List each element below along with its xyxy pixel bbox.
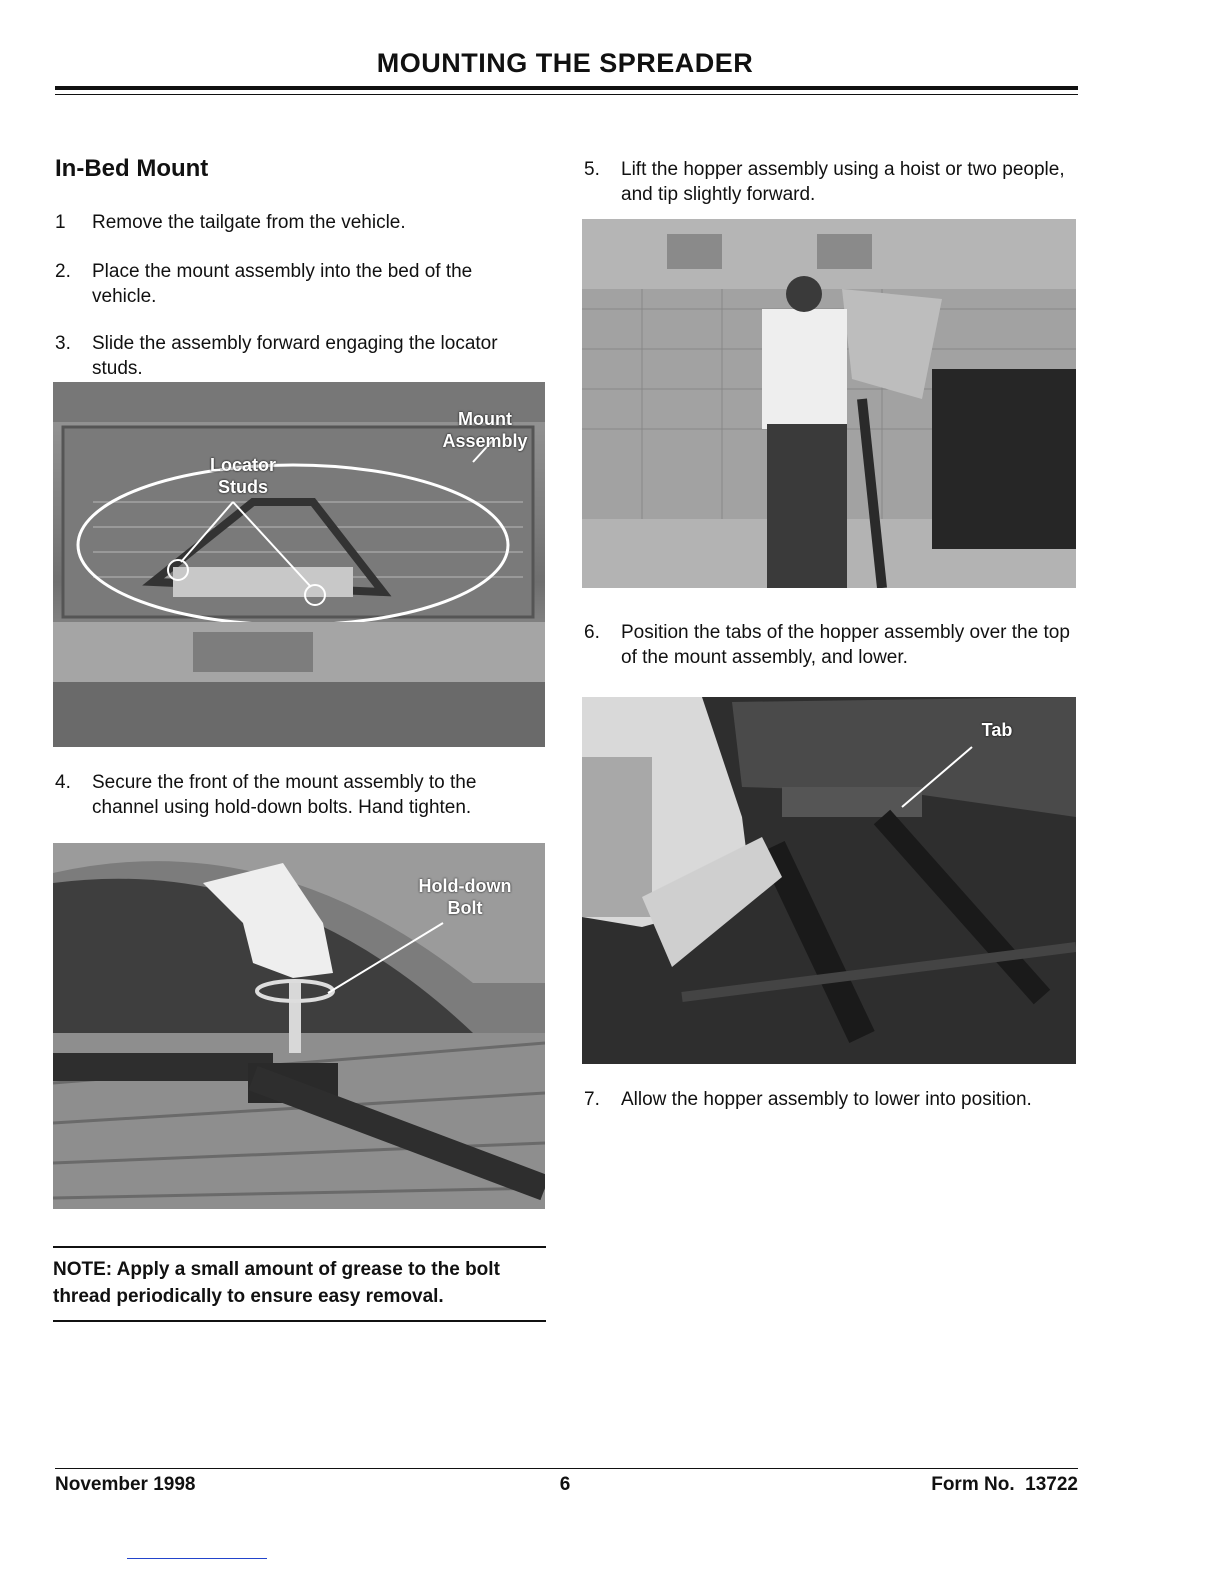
note-text: NOTE: Apply a small amount of grease to the bolt thread periodically to ensure easy removal.: [53, 1259, 500, 1307]
title-rule-thick: [55, 86, 1078, 90]
step-4: [55, 770, 525, 825]
step-text: Allow the hopper assembly to lower into position.: [621, 1089, 1032, 1110]
step-2: [55, 259, 525, 314]
step-number: 6.: [584, 622, 600, 643]
step-7: [584, 1087, 1074, 1117]
footer-page-number: 6: [559, 1474, 571, 1495]
locator-studs-label: Locator Studs: [209, 455, 276, 497]
hold-down-bolt-photo: [53, 843, 545, 1209]
truck-bed-photo: [53, 382, 545, 747]
link-underline: [127, 1558, 267, 1559]
note-box: [53, 1246, 546, 1322]
mount-assembly-label: Mount Assembly: [442, 409, 528, 451]
hold-down-bolt-label: Hold-down Bolt: [418, 876, 512, 918]
step-number: 7.: [584, 1089, 600, 1110]
step-number: 5.: [584, 159, 600, 180]
step-5: [584, 157, 1074, 212]
title-rule-thin: [55, 94, 1078, 95]
step-6: [584, 620, 1074, 675]
step-number: 4.: [55, 772, 71, 793]
step-text: Secure the front of the mount assembly to the channel using hold-down bolts. Hand tighten.: [92, 772, 477, 818]
step-number: 3.: [55, 333, 71, 354]
tab-photo: [582, 697, 1076, 1064]
page-title: MOUNTING THE SPREADER: [376, 48, 754, 78]
step-text: Place the mount assembly into the bed of the vehicle.: [92, 261, 473, 307]
footer-form-number: Form No. 13722: [931, 1474, 1078, 1495]
step-text: Slide the assembly forward engaging the locator studs.: [92, 333, 498, 379]
step-text: Remove the tailgate from the vehicle.: [92, 212, 406, 233]
section-heading: In-Bed Mount: [55, 155, 209, 182]
tab-label: Tab: [981, 720, 1013, 740]
footer-date: November 1998: [55, 1474, 196, 1495]
footer-rule: [55, 1468, 1078, 1469]
hopper-lift-photo: [582, 219, 1076, 588]
step-text: Position the tabs of the hopper assembly over the top of the mount assembly, and lower.: [621, 622, 1070, 668]
step-number: 2.: [55, 261, 71, 282]
step-1: [55, 210, 525, 240]
step-text: Lift the hopper assembly using a hoist or two people, and tip slightly forward.: [621, 159, 1065, 205]
step-3: [55, 331, 525, 386]
step-number: 1: [55, 212, 66, 233]
